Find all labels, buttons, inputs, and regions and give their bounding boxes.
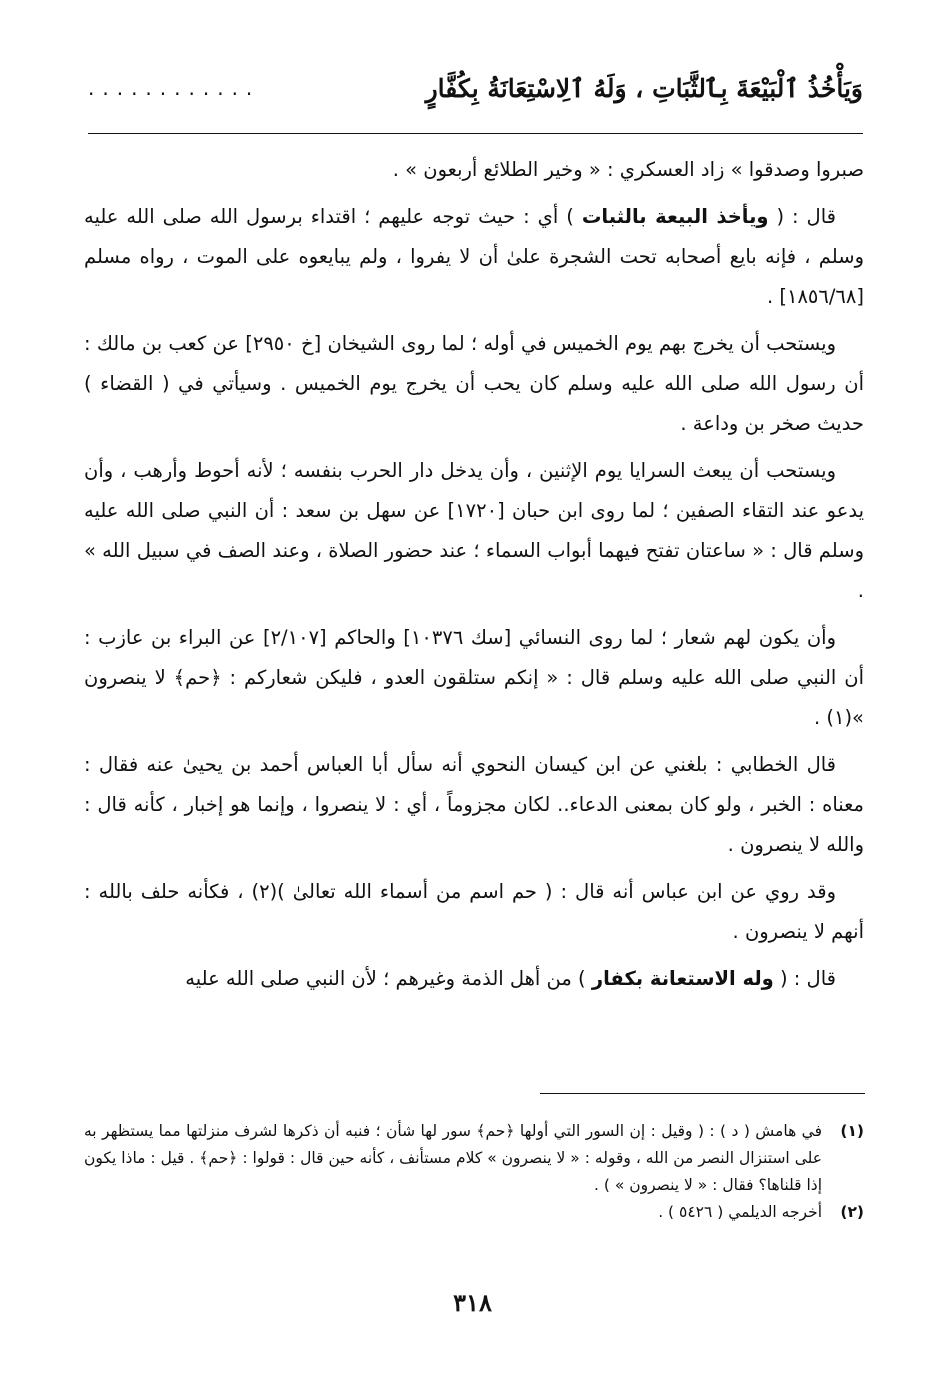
footnote-text: في هامش ( د ) : ( وقيل : إن السور التي أولها ﴿حم﴾ سور لها شأن ؛ فنبه أن ذكرها لشرف منزلتها مما يستظهر به على استنزال النصر من الله ، وقوله : « لا ينصرون » كلام مستأنف ، كأنه حين قال : قولوا : ﴿حم﴾ . قيل : ماذا يكون إذا قلناها؟ فقال : « لا ينصرون » ) .: [84, 1122, 822, 1194]
footnote-number: (٢): [840, 1203, 864, 1221]
running-header-title: وَيَأْخُذُ ٱلْبَيْعَةَ بِٱلثَّبَاتِ ، وَلَهُ ٱلِاسْتِعَانَةُ بِكُفَّارٍ: [425, 73, 863, 103]
paragraph-8: [84, 959, 864, 999]
paragraph-6: قال الخطابي : بلغني عن ابن كيسان النحوي أنه سأل أبا العباس أحمد بن يحيىٰ عنه فقال : معناه : الخبر ، ولو كان بمعنى الدعاء.. لكان مجزوماً ، أي : لا ينصروا ، وإنما هو إخبار ، كأنه قال : والله لا ينصرون .: [84, 753, 864, 856]
footnote-text: أخرجه الديلمي ( ٥٤٢٦ ) .: [658, 1203, 822, 1221]
footnote-rule: [540, 1093, 865, 1094]
matn-quote-isti'ana: وله الاستعانة بكفار: [591, 967, 774, 990]
footnote-2: [84, 1199, 864, 1226]
header-rule: [88, 133, 863, 134]
paragraph-8-text: ) من أهل الذمة وغيرهم ؛ لأن النبي صلى الله عليه: [185, 967, 592, 990]
footnotes: [84, 1118, 864, 1226]
paragraph-2: [84, 197, 864, 317]
paragraph-2-text: ) أي : حيث توجه عليهم ؛ اقتداء برسول الله صلى الله عليه وسلم ، فإنه بايع أصحابه تحت الشجرة علىٰ أن لا يفروا ، ولم يبايعوه على الموت ، رواه مسلم [١٨٥٦/٦٨] .: [84, 205, 864, 308]
page-number: ٣١٨: [453, 1288, 492, 1317]
paragraph-8-lead: قال : (: [773, 967, 836, 990]
paragraph-3: ويستحب أن يخرج بهم يوم الخميس في أوله ؛ لما روى الشيخان [خ ٢٩٥٠] عن كعب بن مالك : أن رسول الله صلى الله عليه وسلم كان يحب أن يخرج يوم الخميس . وسيأتي في ( القضاء ) حديث صخر بن وداعة .: [84, 332, 864, 435]
footnote-1: [84, 1118, 864, 1199]
paragraph-2-lead: قال : (: [768, 205, 836, 228]
matn-quote-bay'a: ويأخذ البيعة بالثبات: [581, 205, 769, 228]
paragraph-4: ويستحب أن يبعث السرايا يوم الإثنين ، وأن يدخل دار الحرب بنفسه ؛ لأنه أحوط وأرهب ، وأن يدعو عند التقاء الصفين ؛ لما روى ابن حبان [١٧٢٠] عن سهل بن سعد : أن النبي صلى الله عليه وسلم قال : « ساعتان تفتح فيهما أبواب السماء ؛ عند حضور الصلاة ، وعند الصف في سبيل الله » .: [84, 459, 864, 602]
running-header: [88, 60, 863, 116]
running-header-dots: ............: [88, 76, 261, 100]
page-body: [84, 150, 864, 1006]
paragraph-7: وقد روي عن ابن عباس أنه قال : ( حم اسم من أسماء الله تعالىٰ )(٢) ، فكأنه حلف بالله : أنهم لا ينصرون .: [84, 880, 864, 943]
paragraph-1: صبروا وصدقوا » زاد العسكري : « وخير الطلائع أربعون » .: [392, 158, 864, 181]
paragraph-5: وأن يكون لهم شعار ؛ لما روى النسائي [سك ١٠٣٧٦] والحاكم [٢/١٠٧] عن البراء بن عازب : أن النبي صلى الله عليه وسلم قال : « إنكم ستلقون العدو ، فليكن شعاركم : ﴿حم﴾ لا ينصرون »(١) .: [84, 626, 864, 729]
footnote-number: (١): [840, 1122, 864, 1140]
